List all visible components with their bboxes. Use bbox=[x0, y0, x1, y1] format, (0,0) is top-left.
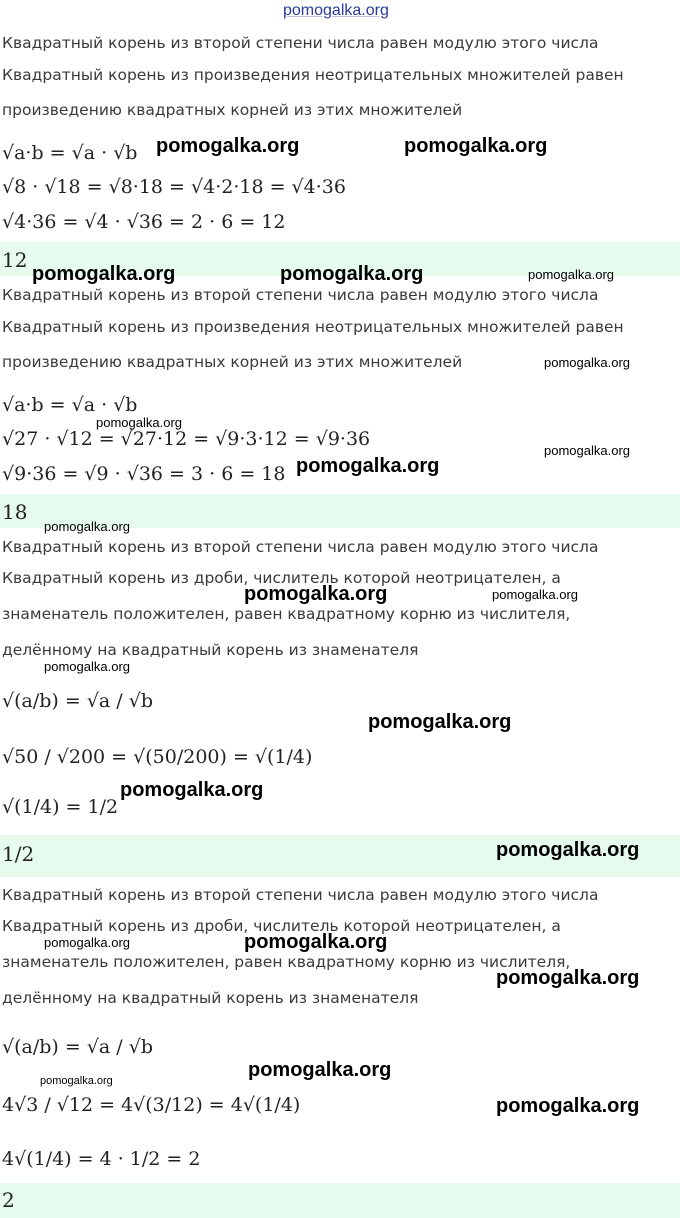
watermark-text: pomogalka.org bbox=[492, 587, 578, 602]
watermark-text: pomogalka.org bbox=[404, 135, 548, 157]
answer-bar bbox=[0, 1183, 680, 1218]
watermark-text: pomogalka.org bbox=[528, 267, 614, 282]
rule-product-text-line2: произведению квадратных корней из этих множителей bbox=[2, 101, 463, 119]
watermark-text: pomogalka.org bbox=[244, 583, 388, 605]
watermark-text: pomogalka.org bbox=[244, 931, 388, 953]
watermark-text: pomogalka.org bbox=[280, 263, 424, 285]
solution-line-1: √50 / √200 = √(50/200) = √(1/4) bbox=[2, 746, 313, 768]
rule-product-text-line1: Квадратный корень из произведения неотрицательных множителей равен bbox=[2, 66, 624, 84]
rule-fraction-text-line3: делённому на квадратный корень из знаменателя bbox=[2, 989, 419, 1007]
rule-fraction-text-line2: знаменатель положителен, равен квадратному корню из числителя, bbox=[2, 605, 571, 623]
watermark-text: pomogalka.org bbox=[296, 455, 440, 477]
answer-value: 18 bbox=[2, 500, 28, 524]
product-rule-formula: √a·b = √a · √b bbox=[2, 394, 138, 416]
watermark-text: pomogalka.org bbox=[96, 415, 182, 430]
rule-modulus-text: Квадратный корень из второй степени числа равен модулю этого числа bbox=[2, 886, 599, 904]
watermark-text: pomogalka.org bbox=[44, 519, 130, 534]
watermark-text: pomogalka.org bbox=[496, 1095, 640, 1117]
watermark-text: pomogalka.org bbox=[44, 935, 130, 950]
solution-line-1: √8 · √18 = √8·18 = √4·2·18 = √4·36 bbox=[2, 176, 346, 198]
rule-modulus-text: Квадратный корень из второй степени числа равен модулю этого числа bbox=[2, 286, 599, 304]
watermark-text: pomogalka.org bbox=[120, 779, 264, 801]
solution-line-2: √9·36 = √9 · √36 = 3 · 6 = 18 bbox=[2, 463, 286, 485]
watermark-text: pomogalka.org bbox=[40, 1075, 113, 1087]
rule-fraction-text-line1: Квадратный корень из дроби, числитель которой неотрицателен, а bbox=[2, 917, 561, 935]
fraction-rule-formula: √(a/b) = √a / √b bbox=[2, 1036, 154, 1058]
site-watermark-link[interactable]: pomogalka.org bbox=[283, 2, 389, 19]
watermark-text: pomogalka.org bbox=[368, 711, 512, 733]
rule-modulus-text: Квадратный корень из второй степени числа равен модулю этого числа bbox=[2, 34, 599, 52]
watermark-text: pomogalka.org bbox=[44, 659, 130, 674]
rule-fraction-text-line1: Квадратный корень из дроби, числитель которой неотрицателен, а bbox=[2, 569, 561, 587]
rule-modulus-text: Квадратный корень из второй степени числа равен модулю этого числа bbox=[2, 538, 599, 556]
rule-fraction-text-line2: знаменатель положителен, равен квадратному корню из числителя, bbox=[2, 953, 571, 971]
rule-fraction-text-line3: делённому на квадратный корень из знаменателя bbox=[2, 641, 419, 659]
product-rule-formula: √a·b = √a · √b bbox=[2, 142, 138, 164]
solution-line-1: √27 · √12 = √27·12 = √9·3·12 = √9·36 bbox=[2, 428, 371, 450]
watermark-text: pomogalka.org bbox=[544, 443, 630, 458]
rule-product-text-line2: произведению квадратных корней из этих множителей bbox=[2, 353, 463, 371]
watermark-text: pomogalka.org bbox=[496, 967, 640, 989]
watermark-text: pomogalka.org bbox=[544, 355, 630, 370]
answer-value: 12 bbox=[2, 248, 28, 272]
solution-line-1: 4√3 / √12 = 4√(3/12) = 4√(1/4) bbox=[2, 1094, 301, 1116]
rule-product-text-line1: Квадратный корень из произведения неотрицательных множителей равен bbox=[2, 318, 624, 336]
watermark-text: pomogalka.org bbox=[248, 1059, 392, 1081]
solution-line-2: 4√(1/4) = 4 · 1/2 = 2 bbox=[2, 1148, 201, 1170]
answer-value: 1/2 bbox=[2, 842, 35, 866]
solution-line-2: √4·36 = √4 · √36 = 2 · 6 = 12 bbox=[2, 211, 286, 233]
solution-line-2: √(1/4) = 1/2 bbox=[2, 796, 119, 818]
answer-value: 2 bbox=[2, 1188, 15, 1212]
watermark-text: pomogalka.org bbox=[496, 839, 640, 861]
fraction-rule-formula: √(a/b) = √a / √b bbox=[2, 690, 154, 712]
watermark-text: pomogalka.org bbox=[32, 263, 176, 285]
watermark-text: pomogalka.org bbox=[156, 135, 300, 157]
